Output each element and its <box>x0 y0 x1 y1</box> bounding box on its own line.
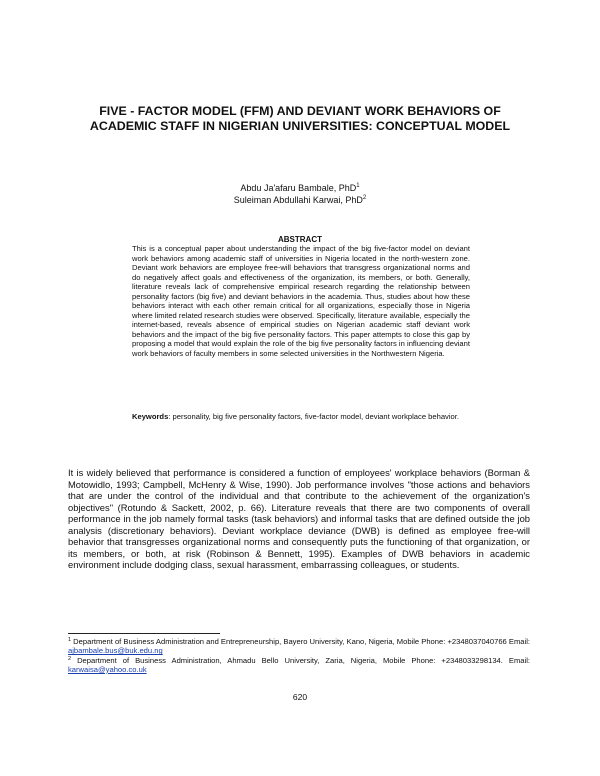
footnote-divider <box>68 633 220 634</box>
footnote-text: Department of Business Administration, Ahmadu Bello University, Zaria, Nigeria, Mobile Phone: +2348033298134. Email: <box>71 655 530 665</box>
footnote-marker: 2 <box>362 195 367 201</box>
keywords-label: Keywords <box>132 412 169 421</box>
author-2 <box>0 194 600 206</box>
footnote-marker: 1 <box>356 183 360 189</box>
footnote-1 <box>68 637 530 656</box>
body-paragraph: It is widely believed that performance is considered a function of employees' workplace behaviors (Borman & Motowidlo, 1993; Campbell, McHenry & Wise, 1990). Job performance involves "those actions and behaviors that are under the control of the individual and that contribute to the achievement of the organization's objectives" (Rotundo & Sackett, 2002, p. 66). Literature reveals that there are two components of overall performance in the job namely formal tasks (task behaviors) and informal tasks that are defined outside the job analysis (discretionary behaviors). Deviant workplace deviance (DWB) is defined as employee free-will behavior that transgresses organizational norms and consequently puts the functioning of that organization, or its members, or both, at risk (Robinson & Bennett, 1995). Examples of DWB behaviors in academic environment include dodging class, sexual harassment, embarrassing colleagues, or students. <box>68 467 530 570</box>
author-name: Suleiman Abdullahi Karwai, PhD <box>233 195 363 205</box>
footnote-text: Department of Business Administration and Entrepreneurship, Bayero University, Kano, Nigeria, Mobile Phone: +2348037040766 Email: <box>71 637 530 646</box>
footnote-number: 2 <box>68 655 72 662</box>
email-link[interactable]: ajbambale.bus@buk.edu.ng <box>68 646 163 656</box>
paper-title: FIVE - FACTOR MODEL (FFM) AND DEVIANT WORK BEHAVIORS OF ACADEMIC STAFF IN NIGERIAN UNIVERSITIES: CONCEPTUAL MODEL <box>89 104 511 133</box>
footnote-number: 1 <box>68 637 72 643</box>
keywords <box>132 412 470 422</box>
author-name: Abdu Ja'afaru Bambale, PhD <box>240 183 357 193</box>
abstract-text: This is a conceptual paper about understanding the impact of the big five-factor model on deviant work behaviors among academic staff of universities in Nigeria located in the north-western zone. Deviant work behaviors are employee free-will behaviors that transgress organizational norms and do negatively affect goals and effectiveness of the organization, its members, or both. Generally, literature reveals lack of comprehensive empirical research regarding the relationship between personality factors (big five) and deviant behaviors in the academia. Thus, studies about how these behaviors interact with each other remain critical for all organizations, especially those in Nigeria where limited related research studies were observed. Specifically, literature available, especially the internet-based, reveals absence of empirical studies on Nigerian academic staff deviant work behaviors and the impact of the big five personality factors. This paper attempts to close this gap by proposing a model that would explain the role of the big five personality factors in influencing deviant work behaviors of faculty members in some selected universities in the Northwestern Nigeria. <box>132 244 470 359</box>
footnotes <box>68 637 530 674</box>
keywords-text: : personality, big five personality factors, five-factor model, deviant workplace behavior. <box>168 412 459 421</box>
footnote-2 <box>68 656 530 675</box>
email-link[interactable]: karwaisa@yahoo.co.uk <box>68 664 147 674</box>
author-list <box>0 182 600 206</box>
abstract-heading: ABSTRACT <box>278 235 322 244</box>
page-number: 620 <box>292 692 308 702</box>
author-1 <box>0 182 600 194</box>
